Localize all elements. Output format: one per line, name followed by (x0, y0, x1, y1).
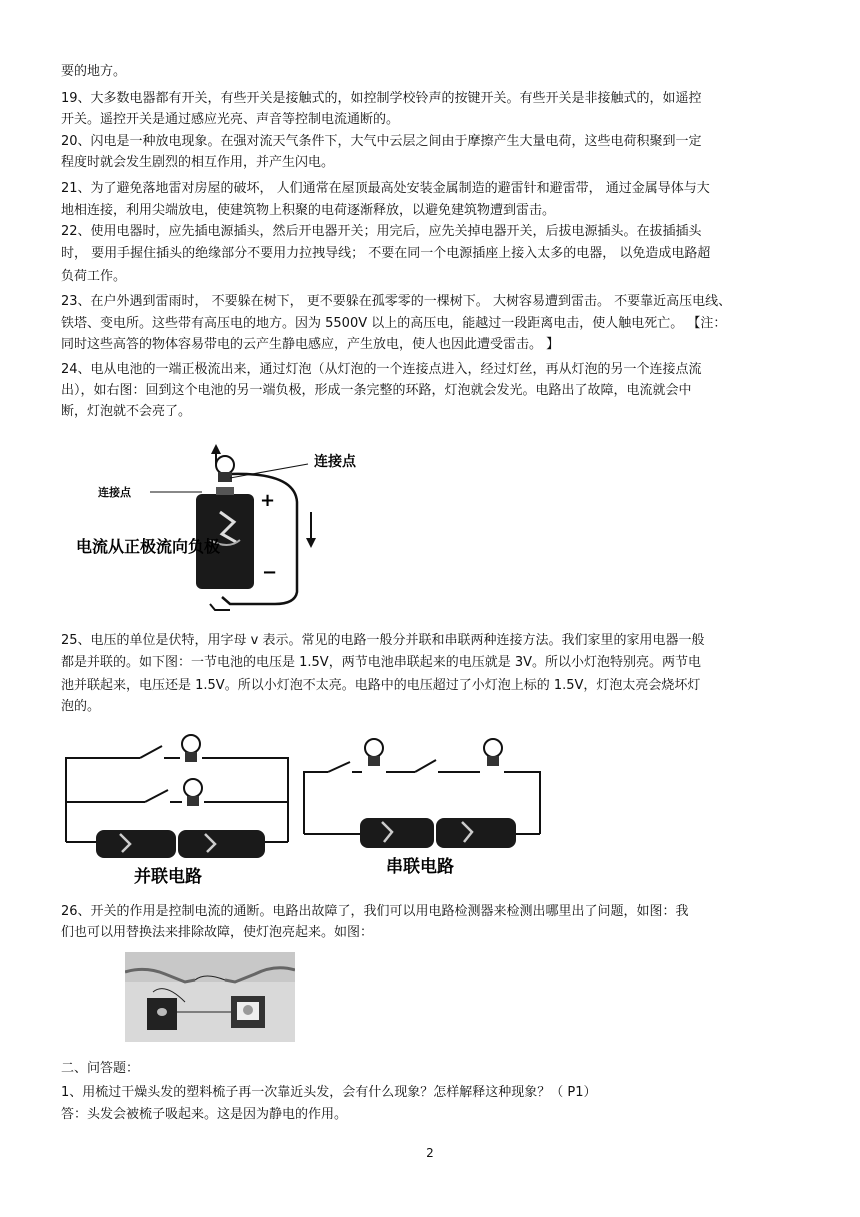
section-heading: 二、问答题： (61, 1061, 140, 1076)
positive-terminal-label: + (260, 490, 276, 511)
parallel-series-circuits-figure (60, 722, 560, 894)
text-line: 26、开关的作用是控制电流的通断。电路出故障了，我们可以用电路检测器来检测出哪里出了问题，如图：我 (61, 904, 689, 919)
text-line: 23、在户外遇到雷雨时， 不要躲在树下， 更不要躲在孤零零的一棵树下。 大树容易遭到雷击。 不要靠近高压电线、 (61, 294, 732, 309)
connection-point-label-right: 连接点 (314, 454, 356, 470)
negative-terminal-label: − (262, 562, 278, 583)
series-circuit-label: 串联电路 (386, 857, 454, 877)
text-line: 程度时就会发生剧烈的相互作用，并产生闪电。 (61, 155, 335, 170)
text-line: 21、为了避免落地雷对房屋的破坏， 人们通常在屋顶最高处安装金属制造的避雷针和避雷带， 通过金属导体与大 (61, 181, 710, 196)
text-line: 断，灯泡就不会亮了。 (61, 404, 192, 419)
parallel-circuit (66, 735, 288, 887)
text-line: 负荷工作。 (61, 269, 127, 284)
connection-point-label-left: 连接点 (98, 486, 131, 499)
text-line: 要的地方。 (61, 64, 127, 79)
current-direction-label: 电流从正极流向负极 (76, 537, 221, 556)
text-line: 22、使用电器时，应先插电源插头，然后开电器开关；用完后，应先关掉电器开关，后拔电源插头。在拔插插头 (61, 224, 702, 239)
text-line: 出），如右图：回到这个电池的另一端负极，形成一条完整的环路，灯泡就会发光。电路出了故障，电流就会中 (61, 383, 692, 398)
text-line: 24、电从电池的一端正极流出来，通过灯泡（从灯泡的一个连接点进入，经过灯丝，再从灯泡的另一个连接点流 (61, 362, 702, 377)
series-circuit (304, 739, 540, 877)
circuit-tester-photo (125, 952, 295, 1042)
text-line: 都是并联的。如下图：一节电池的电压是 1.5V，两节电池串联起来的电压就是 3V。所以小灯泡特别亮。两节电 (61, 655, 701, 670)
parallel-circuit-label: 并联电路 (134, 867, 202, 887)
text-line: 同时这些高答的物体容易带电的云产生静电感应，产生放电，使人也因此遭受雷击。 】 (61, 337, 560, 352)
text-line: 地相连接，利用尖端放电，使建筑物上积聚的电荷逐渐释放，以避免建筑物遭到雷击。 (61, 203, 556, 218)
page-number: 2 (426, 1146, 434, 1160)
text-line: 泡的。 (61, 699, 101, 714)
question-line: 1、用梳过干燥头发的塑料梳子再一次靠近头发，会有什么现象？怎样解释这种现象？（ P1） (61, 1085, 597, 1100)
text-line: 19、大多数电器都有开关，有些开关是接触式的，如控制学校铃声的按键开关。有些开关是非接触式的，如遥控 (61, 91, 702, 106)
text-line: 们也可以用替换法来排除故障，使灯泡亮起来。如图： (61, 925, 374, 940)
text-line: 池并联起来，电压还是 1.5V。所以小灯泡不太亮。电路中的电压超过了小灯泡上标的 1.5V，灯泡太亮会烧坏灯 (61, 678, 701, 693)
text-line: 20、闪电是一种放电现象。在强对流天气条件下，大气中云层之间由于摩擦产生大量电荷，这些电荷积聚到一定 (61, 134, 702, 149)
answer-line: 答：头发会被梳子吸起来。这是因为静电的作用。 (61, 1107, 348, 1122)
text-line: 开关。遥控开关是通过感应光亮、声音等控制电流通断的。 (61, 112, 400, 127)
text-line: 时， 要用手握住插头的绝缘部分不要用力拉拽导线； 不要在同一个电源插座上接入太多的电器， 以免造成电路超 (61, 246, 711, 261)
text-line: 25、电压的单位是伏特，用字母 v 表示。常见的电路一般分并联和串联两种连接方法。我们家里的家用电器一般 (61, 633, 705, 648)
text-line: 铁塔、变电所。这些带有高压电的地方。因为 5500V 以上的高压电，能越过一段距离电击，使人触电死亡。 【注： (61, 316, 727, 331)
battery-bulb-figure (70, 432, 380, 612)
